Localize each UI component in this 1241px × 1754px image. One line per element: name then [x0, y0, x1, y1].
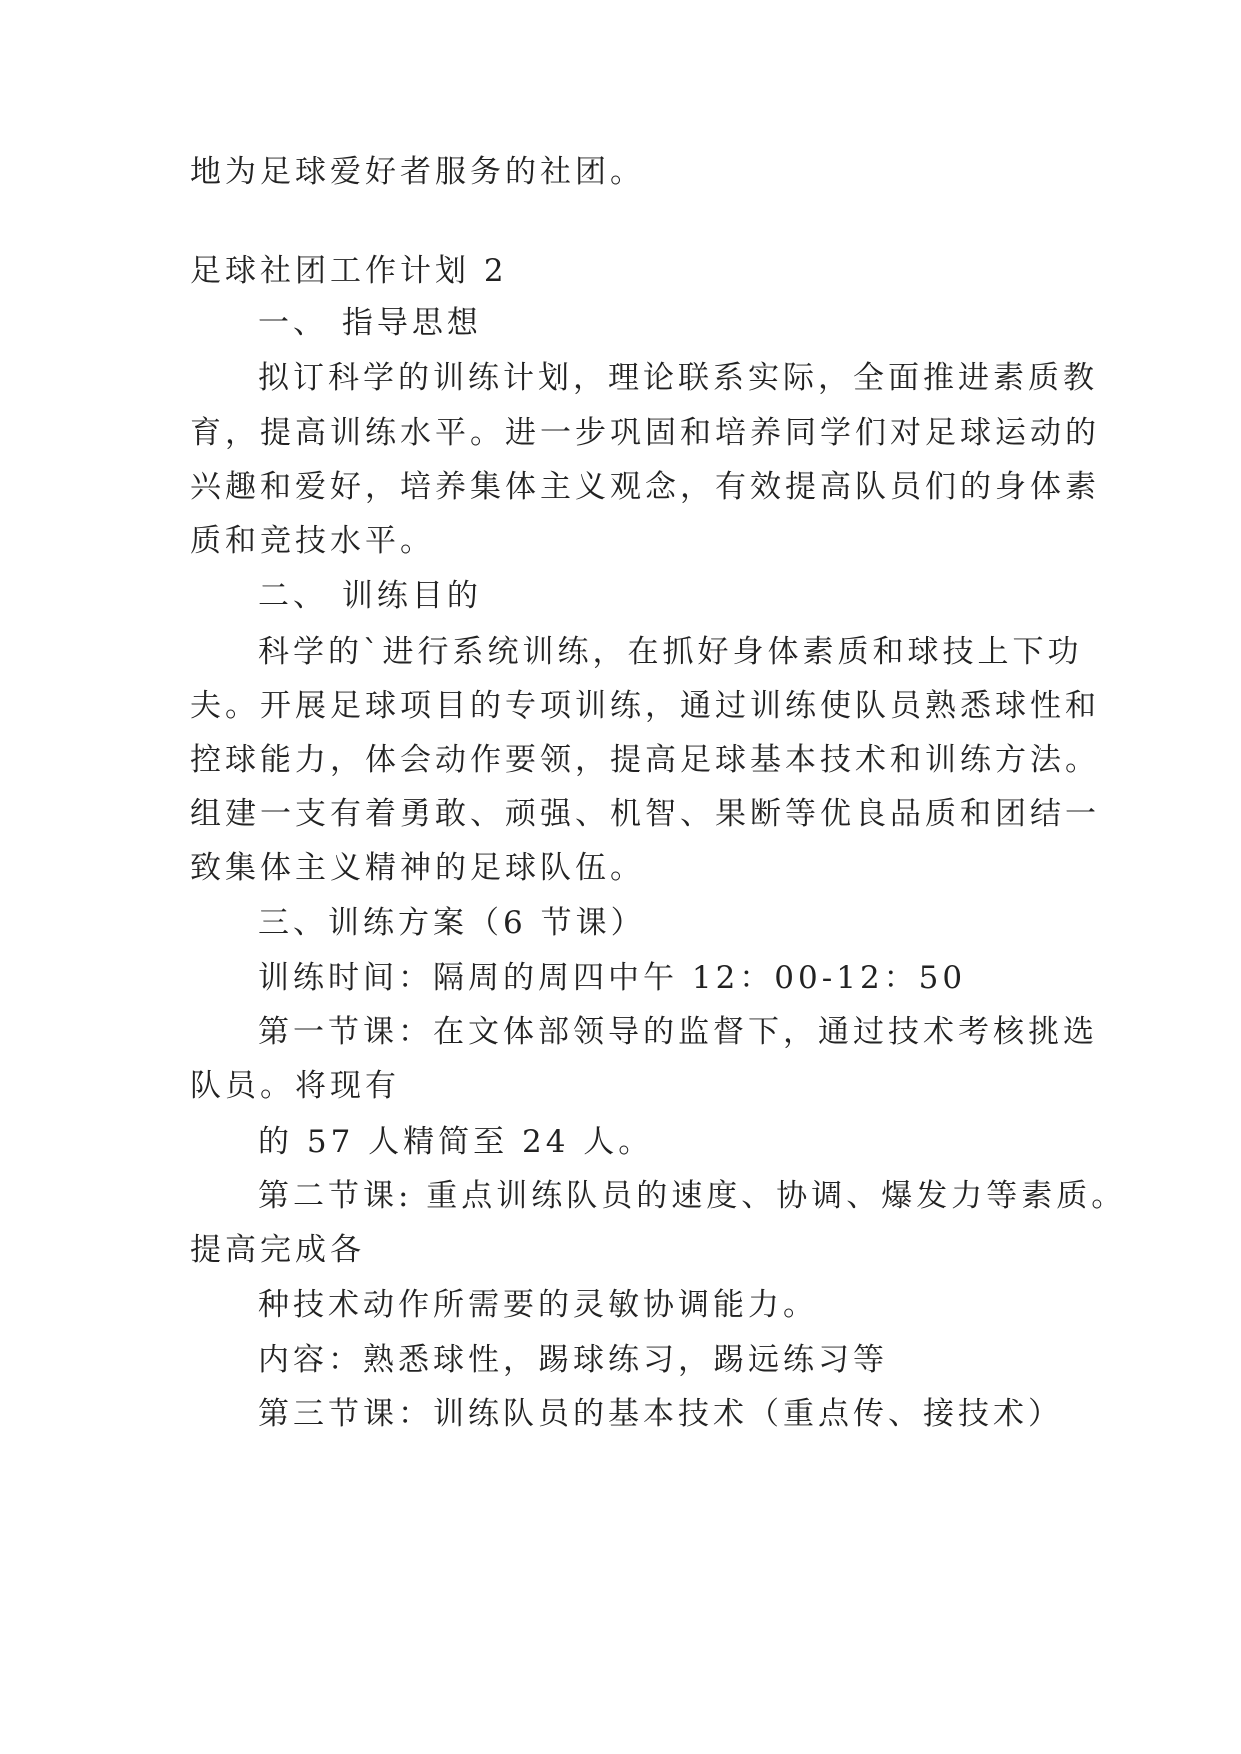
- heading-training-goal: 二、 训练目的: [258, 578, 482, 614]
- paragraph-line: 控球能力，体会动作要领，提高足球基本技术和训练方法。: [190, 742, 1100, 778]
- paragraph-line: 提高完成各: [190, 1232, 365, 1268]
- paragraph-line: 内容：熟悉球性，踢球练习，踢远练习等: [258, 1342, 888, 1378]
- paragraph-line: 夫。开展足球项目的专项训练，通过训练使队员熟悉球性和: [190, 688, 1100, 724]
- paragraph-line: 科学的`进行系统训练，在抓好身体素质和球技上下功: [258, 634, 1083, 670]
- paragraph-line: 第一节课：在文体部领导的监督下，通过技术考核挑选: [258, 1014, 1098, 1050]
- paragraph-line: 兴趣和爱好，培养集体主义观念，有效提高队员们的身体素: [190, 469, 1100, 505]
- paragraph-line: 的 57 人精简至 24 人。: [258, 1124, 654, 1160]
- paragraph-line: 育，提高训练水平。进一步巩固和培养同学们对足球运动的: [190, 415, 1100, 451]
- paragraph-line: 质和竞技水平。: [190, 523, 435, 559]
- paragraph-line: 第二节课: 重点训练队员的速度、协调、爆发力等素质。: [258, 1178, 1127, 1214]
- section-title: 足球社团工作计划 2: [190, 253, 508, 289]
- heading-guiding-thought: 一、 指导思想: [258, 305, 482, 341]
- paragraph-line: 致集体主义精神的足球队伍。: [190, 850, 645, 886]
- paragraph-line: 组建一支有着勇敢、顽强、机智、果断等优良品质和团结一: [190, 796, 1100, 832]
- paragraph-line: 拟订科学的训练计划，理论联系实际，全面推进素质教: [258, 360, 1098, 396]
- paragraph-line: 地为足球爱好者服务的社团。: [190, 154, 645, 190]
- heading-training-plan: 三、训练方案（6 节课）: [258, 905, 646, 941]
- paragraph-line: 队员。将现有: [190, 1068, 400, 1104]
- paragraph-line: 第三节课：训练队员的基本技术（重点传、接技术）: [258, 1396, 1063, 1432]
- paragraph-line: 种技术动作所需要的灵敏协调能力。: [258, 1287, 818, 1323]
- paragraph-line: 训练时间：隔周的周四中午 12：00-12：50: [258, 960, 967, 996]
